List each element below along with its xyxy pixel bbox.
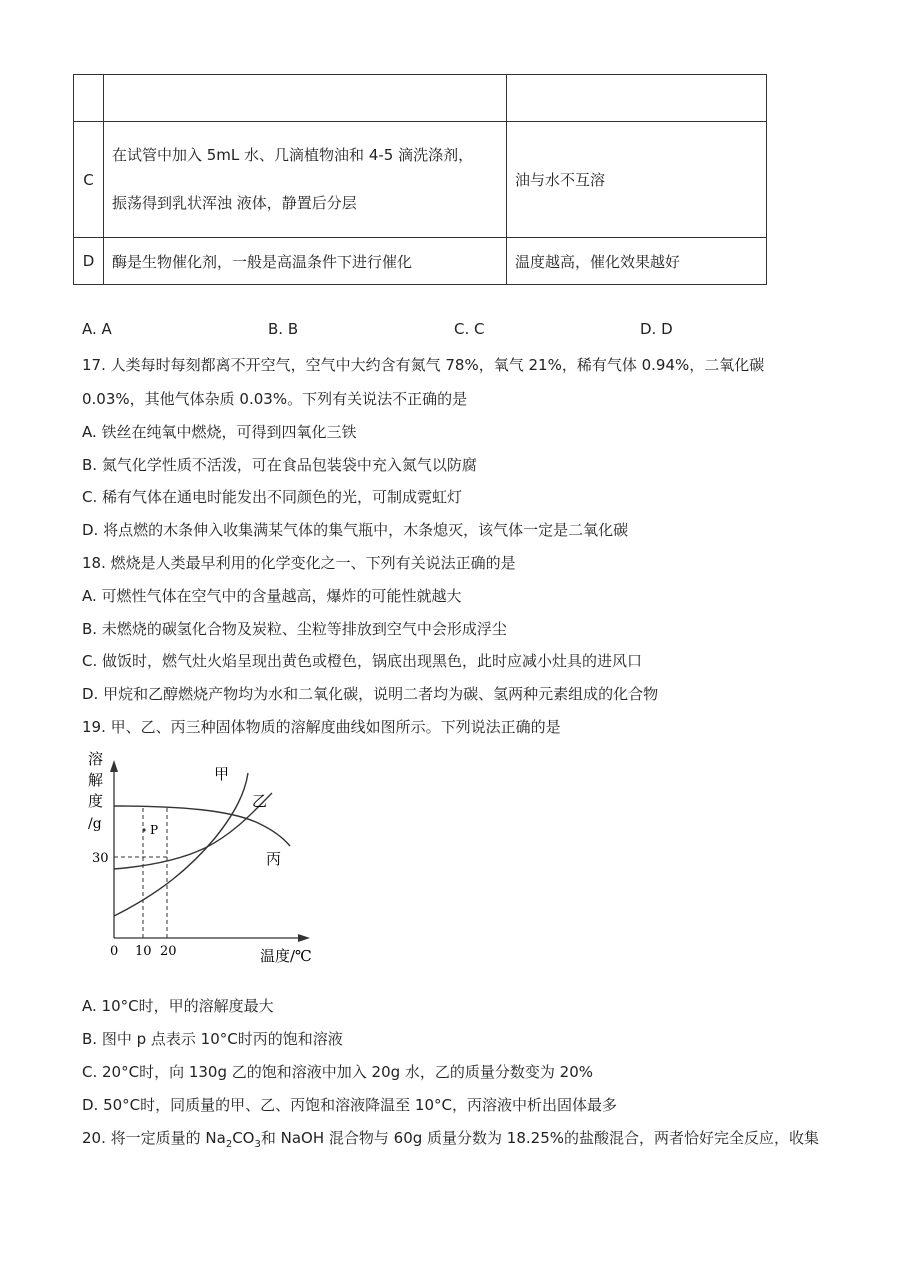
table-row [74,238,767,285]
q19-stem: 19. 甲、乙、丙三种固体物质的溶解度曲线如图所示。下列说法正确的是 [82,718,561,736]
series-label: 丙 [266,850,282,868]
x-axis-arrow-icon [298,934,310,942]
series-label: 甲 [214,765,230,783]
x-label: 温度/℃ [260,947,312,965]
q16-option-d: D. D [640,320,673,338]
series-bing-line [114,806,290,846]
point-p [142,828,145,831]
row-conclusion [507,75,767,122]
q18-option-d: D. 甲烷和乙醇燃烧产物均为水和二氧化碳，说明二者均为碳、氢两种元素组成的化合物 [82,685,659,703]
row-letter [74,75,104,122]
q20-stem [82,1127,819,1150]
series-jia-line [114,773,248,916]
series-yi-line [114,793,272,869]
q17-option-d: D. 将点燃的木条伸入收集满某气体的集气瓶中，木条熄灭，该气体一定是二氧化碳 [82,521,629,539]
x-tick-label: 10 [135,944,152,959]
row-content [104,75,507,122]
q17-option-b: B. 氮气化学性质不活泼，可在食品包装袋中充入氮气以防腐 [82,456,477,474]
solubility-chart [80,748,330,970]
q17-stem-line2: 0.03%，其他气体杂质 0.03%。下列有关说法不正确的是 [82,390,468,408]
q16-option-b: B. B [268,320,299,338]
table-row [74,122,767,238]
q18-option-b: B. 未燃烧的碳氢化合物及炭粒、尘粒等排放到空气中会形成浮尘 [82,620,507,638]
row-content [104,122,507,238]
series-label: 乙 [252,792,268,810]
y-label-char: /g [88,816,102,832]
origin-label: 0 [110,944,119,959]
q20-stem-post: 和 NaOH 混合物与 60g 质量分数为 18.25%的盐酸混合，两者恰好完全反应，收集 [260,1129,819,1147]
row-conclusion: 温度越高，催化效果越好 [507,238,767,285]
q19-option-d: D. 50°C时，同质量的甲、乙、丙饱和溶液降温至 10°C，丙溶液中析出固体最多 [82,1096,617,1114]
y-label-char: 溶 [88,750,104,768]
row-letter: D [74,238,104,285]
y-label-char: 度 [88,792,104,810]
y-label-char: 解 [88,771,104,789]
y-tick-label: 30 [92,851,109,866]
q17-stem-line1: 17. 人类每时每刻都离不开空气，空气中大约含有氮气 78%，氧气 21%，稀有气体 0.94%，二氧化碳 [82,356,765,374]
q18-option-c: C. 做饭时，燃气灶火焰呈现出黄色或橙色，锅底出现黑色，此时应减小灶具的进风口 [82,652,643,670]
q19-option-c: C. 20°C时，向 130g 乙的饱和溶液中加入 20g 水，乙的质量分数变为 20% [82,1063,594,1081]
experiment-table [73,74,767,285]
q17-option-a: A. 铁丝在纯氧中燃烧，可得到四氧化三铁 [82,423,357,441]
table-row [74,75,767,122]
row-conclusion: 油与水不互溶 [507,122,767,238]
q17-option-c: C. 稀有气体在通电时能发出不同颜色的光，可制成霓虹灯 [82,488,463,506]
q16-option-a: A. A [82,320,112,338]
row-content: 酶是生物催化剂，一般是高温条件下进行催化 [104,238,507,285]
row-content-line: 振荡得到乳状浑浊 液体，静置后分层 [112,194,357,212]
point-p-label: P [150,823,159,837]
q19-option-b: B. 图中 p 点表示 10°C时丙的饱和溶液 [82,1030,343,1048]
row-letter: C [74,122,104,238]
q20-stem-mid: CO [232,1129,255,1147]
q20-sub: 3 [254,1139,261,1150]
row-content-line: 在试管中加入 5mL 水、几滴植物油和 4-5 滴洗涤剂， [112,146,474,164]
q20-stem-pre: 20. 将一定质量的 Na [82,1129,226,1147]
q16-option-c: C. C [454,320,485,338]
q20-sub: 2 [225,1139,233,1150]
q19-option-a: A. 10°C时，甲的溶解度最大 [82,997,274,1015]
q18-option-a: A. 可燃性气体在空气中的含量越高，爆炸的可能性就越大 [82,587,462,605]
y-axis-arrow-icon [110,760,118,772]
q18-stem: 18. 燃烧是人类最早利用的化学变化之一、下列有关说法正确的是 [82,554,516,572]
x-tick-label: 20 [160,944,177,959]
